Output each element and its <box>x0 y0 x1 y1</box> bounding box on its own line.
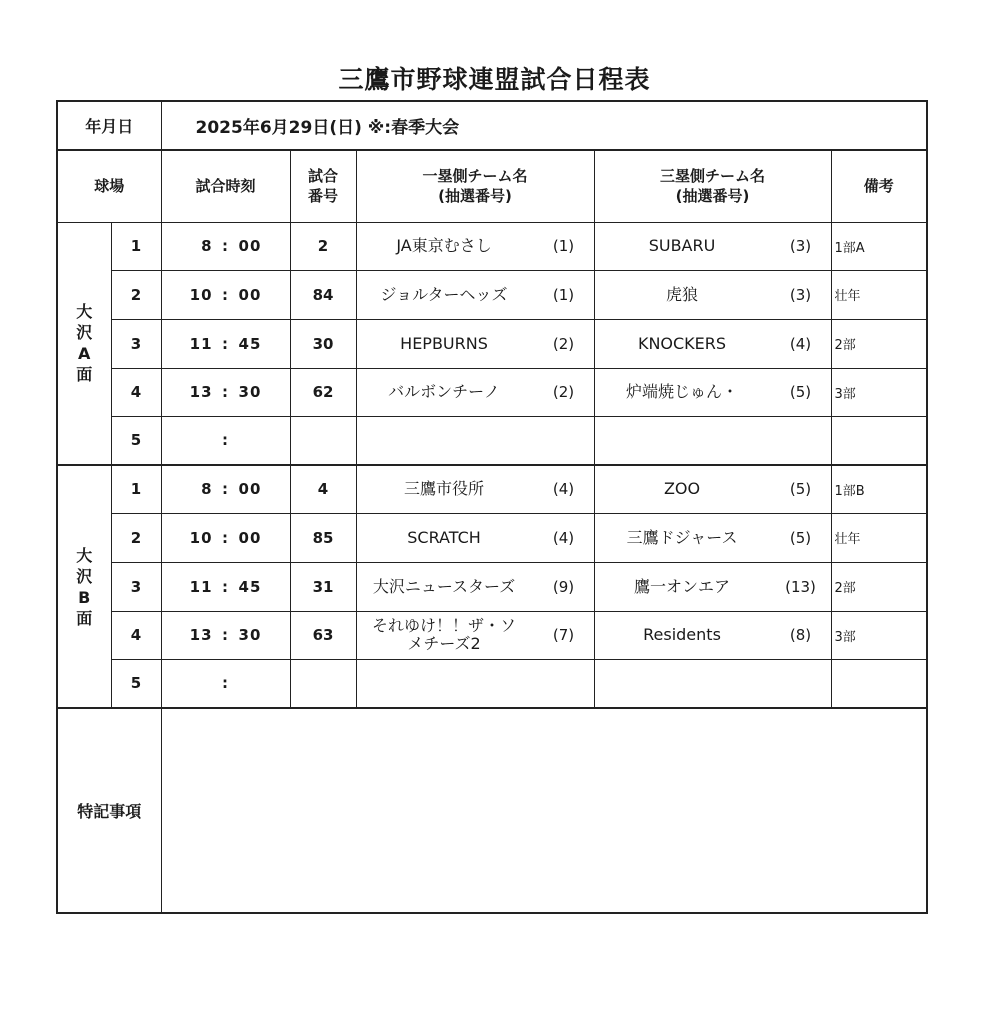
first-base-cell <box>356 416 594 465</box>
game-number: 63 <box>290 611 356 659</box>
first-base-cell <box>356 513 594 562</box>
game-time-minute: 30 <box>238 626 262 644</box>
special-notes-row <box>57 708 927 913</box>
first-base-lot: (2) <box>552 383 575 401</box>
remarks: 1部B <box>831 465 927 513</box>
game-row <box>57 562 927 611</box>
first-base-team: HEPBURNS <box>400 333 488 353</box>
game-time-hour: 8 <box>201 480 213 499</box>
game-time <box>161 270 290 319</box>
time-separator: : <box>222 577 230 596</box>
game-row <box>57 513 927 562</box>
game-time <box>161 465 290 513</box>
first-base-team: ジョルターヘッズ <box>380 284 508 304</box>
third-base-team: 三鷹ドジャース <box>626 527 738 547</box>
game-time-hour: 8 <box>201 237 213 255</box>
time-separator: : <box>222 237 230 255</box>
game-number: 62 <box>290 368 356 416</box>
game-number: 4 <box>290 465 356 513</box>
third-base-cell <box>594 416 831 465</box>
first-base-team: 三鷹市役所 <box>404 479 485 499</box>
third-base-cell <box>594 562 831 611</box>
remarks: 3部 <box>831 368 927 416</box>
first-base-cell <box>356 659 594 708</box>
game-number: 30 <box>290 319 356 368</box>
game-time-hour: 11 <box>189 577 213 596</box>
date-value: 2025年6月29日(日) ※:春季大会 <box>161 101 927 150</box>
third-base-team: Residents <box>643 625 721 644</box>
remarks: 1部A <box>831 222 927 270</box>
remarks: 3部 <box>831 611 927 659</box>
slot-number: 3 <box>111 562 161 611</box>
game-row <box>57 319 927 368</box>
header-third-base-team: 三塁側チーム名 (抽選番号) <box>594 150 831 222</box>
first-base-team: SCRATCH <box>407 527 481 547</box>
third-base-team: 炉端焼じゅん・ <box>626 382 739 401</box>
slot-number: 1 <box>111 465 161 513</box>
header-row <box>57 150 927 222</box>
game-row <box>57 611 927 659</box>
game-row <box>57 368 927 416</box>
game-time <box>161 611 290 659</box>
time-separator: : <box>222 431 230 450</box>
first-base-lot <box>542 417 586 465</box>
game-time-hour: 10 <box>189 285 213 304</box>
slot-number: 3 <box>111 319 161 368</box>
slot-number: 2 <box>111 270 161 319</box>
first-base-team <box>357 417 532 465</box>
third-base-cell <box>594 611 831 659</box>
first-base-lot: (9) <box>552 577 575 596</box>
schedule-table <box>56 100 928 914</box>
header-remarks: 備考 <box>831 150 927 222</box>
third-base-cell <box>594 513 831 562</box>
third-base-cell <box>594 465 831 513</box>
first-base-cell <box>356 270 594 319</box>
remarks: 2部 <box>831 319 927 368</box>
game-time-minute: 00 <box>238 285 262 304</box>
remarks <box>831 416 927 465</box>
time-separator: : <box>222 383 230 401</box>
game-time <box>161 222 290 270</box>
third-base-cell <box>594 368 831 416</box>
game-row <box>57 659 927 708</box>
third-base-team: KNOCKERS <box>637 333 727 353</box>
third-base-lot: (3) <box>789 237 812 255</box>
time-separator: : <box>222 480 230 499</box>
game-time-minute: 00 <box>238 480 262 499</box>
third-base-cell <box>594 659 831 708</box>
game-time <box>161 562 290 611</box>
third-base-lot <box>779 417 823 465</box>
game-time-minute: 45 <box>238 334 262 353</box>
first-base-team: JA東京むさし <box>396 236 492 255</box>
first-base-cell <box>356 611 594 659</box>
game-number: 2 <box>290 222 356 270</box>
third-base-lot: (4) <box>789 334 812 353</box>
game-time-minute: 45 <box>238 577 262 596</box>
third-base-team: 鷹一オンエア <box>634 576 731 596</box>
first-base-cell <box>356 222 594 270</box>
game-number: 31 <box>290 562 356 611</box>
first-base-team: バルボンチーノ <box>388 382 500 401</box>
third-base-team <box>595 417 770 465</box>
game-time-hour: 13 <box>189 383 213 401</box>
time-separator: : <box>222 674 230 693</box>
game-row <box>57 416 927 465</box>
game-time <box>161 416 290 465</box>
third-base-team: SUBARU <box>648 236 716 255</box>
game-number: 84 <box>290 270 356 319</box>
third-base-cell <box>594 270 831 319</box>
header-game-no: 試合 番号 <box>290 150 356 222</box>
game-time-hour: 11 <box>189 334 213 353</box>
third-base-cell <box>594 319 831 368</box>
first-base-lot: (4) <box>552 528 575 547</box>
remarks <box>831 659 927 708</box>
page-title: 三鷹市野球連盟試合日程表 <box>338 65 651 94</box>
game-row <box>57 465 927 513</box>
game-time <box>161 368 290 416</box>
remarks: 壮年 <box>831 513 927 562</box>
third-base-cell <box>594 222 831 270</box>
date-row <box>57 101 927 150</box>
game-number <box>290 659 356 708</box>
third-base-team: ZOO <box>663 479 701 499</box>
time-separator: : <box>222 334 230 353</box>
third-base-lot: (5) <box>789 528 812 547</box>
slot-number: 5 <box>111 416 161 465</box>
first-base-cell <box>356 562 594 611</box>
first-base-lot <box>542 660 586 708</box>
game-time-minute: 00 <box>238 528 262 547</box>
venue-name: 大 沢 A 面 <box>57 222 111 465</box>
time-separator: : <box>222 285 230 304</box>
third-base-lot: (8) <box>789 626 812 644</box>
first-base-lot: (4) <box>552 480 575 499</box>
slot-number: 5 <box>111 659 161 708</box>
third-base-lot: (5) <box>789 383 812 401</box>
special-notes-label: 特記事項 <box>57 708 161 913</box>
venue-name: 大 沢 B 面 <box>57 465 111 708</box>
game-time-minute: 30 <box>238 383 262 401</box>
game-time-minute: 00 <box>238 237 262 255</box>
slot-number: 4 <box>111 368 161 416</box>
game-number: 85 <box>290 513 356 562</box>
game-number <box>290 416 356 465</box>
header-first-base-team: 一塁側チーム名 (抽選番号) <box>356 150 594 222</box>
time-separator: : <box>222 528 230 547</box>
first-base-lot: (1) <box>552 285 575 304</box>
time-separator: : <box>222 626 230 644</box>
special-notes-content <box>161 708 927 913</box>
header-venue: 球場 <box>57 150 161 222</box>
third-base-lot: (13) <box>785 577 816 596</box>
first-base-cell <box>356 319 594 368</box>
first-base-team: 大沢ニュースターズ <box>372 576 516 596</box>
game-time <box>161 659 290 708</box>
third-base-team <box>595 660 770 708</box>
header-time: 試合時刻 <box>161 150 290 222</box>
third-base-lot: (3) <box>789 285 812 304</box>
first-base-team <box>357 660 532 708</box>
third-base-team: 虎狼 <box>666 284 699 304</box>
first-base-lot: (7) <box>552 626 575 644</box>
third-base-lot <box>779 660 823 708</box>
game-row <box>57 270 927 319</box>
game-time <box>161 513 290 562</box>
first-base-team: それゆけ！！ザ・ソ メチーズ2 <box>372 616 517 653</box>
slot-number: 2 <box>111 513 161 562</box>
game-time-hour: 13 <box>189 626 213 644</box>
first-base-lot: (1) <box>552 237 575 255</box>
game-row <box>57 222 927 270</box>
slot-number: 1 <box>111 222 161 270</box>
slot-number: 4 <box>111 611 161 659</box>
first-base-lot: (2) <box>552 334 575 353</box>
first-base-cell <box>356 465 594 513</box>
game-time-hour: 10 <box>189 528 213 547</box>
game-time <box>161 319 290 368</box>
third-base-lot: (5) <box>789 480 812 499</box>
date-label: 年月日 <box>57 101 161 150</box>
first-base-cell <box>356 368 594 416</box>
remarks: 壮年 <box>831 270 927 319</box>
remarks: 2部 <box>831 562 927 611</box>
